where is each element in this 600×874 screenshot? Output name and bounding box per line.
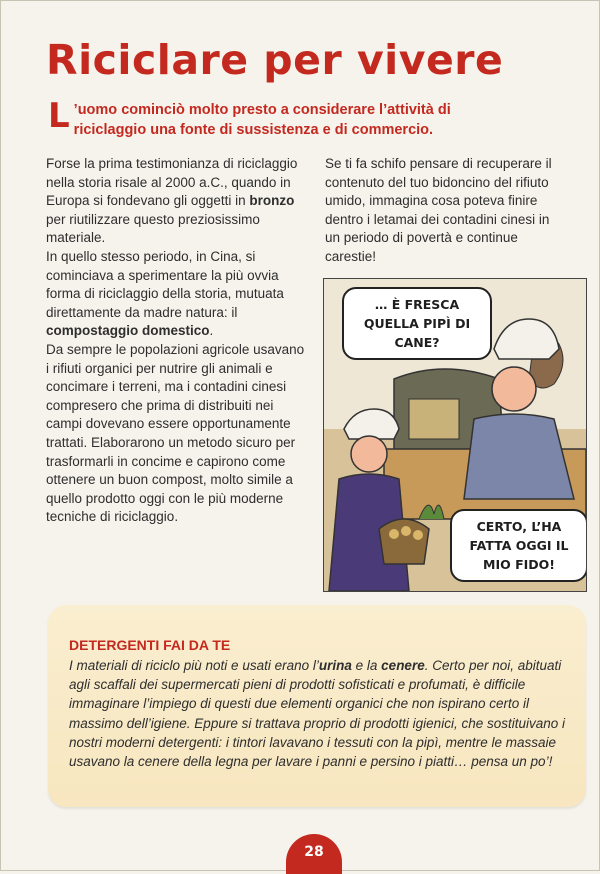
- intro-paragraph: [48, 96, 518, 140]
- page-number: 28: [286, 834, 342, 874]
- page-title: Riciclare per vivere: [46, 36, 504, 84]
- text-run: .: [209, 323, 214, 339]
- bold-term-bronze: bronzo: [249, 193, 295, 209]
- comic-illustration: [323, 278, 587, 592]
- left-column: [46, 155, 306, 527]
- paragraph-china: [46, 248, 306, 341]
- paragraph-bronze: [46, 155, 306, 248]
- note-text: [69, 656, 569, 771]
- text-run: In quello stesso periodo, in Cina, si cominciava a sperimentare la più ovvia forma di riciclaggio della storia, mutuata direttamente da madre natura: il: [46, 248, 284, 320]
- paragraph-right: Se ti fa schifo pensare di recuperare il contenuto del tuo bidoncino del rifiuto umido, immagina cosa poteva finire dentro i letamai dei contadini cinesi in un periodo di povertà e continue carestie!: [325, 156, 552, 264]
- text-run: I materiali di riciclo più noti e usati erano l’: [69, 658, 319, 673]
- paragraph-farmers: Da sempre le popolazioni agricole usavano i rifiuti organici per nutrire gli animali e concimare i terreni, ma i contadini cinesi compresero che prima di distribuiti nei campi dovevano essere opportunamente trattati. Elaborarono un metodo sicuro per trasformarli in concime e capirono come ottenere un buon compost, molto simile a quello prodotto oggi con le più moderne tecniche di riciclaggio.: [46, 341, 305, 525]
- text-run: . Certo per noi, abituati agli scaffali dei supermercati pieni di prodotti sofisticati e profumati, è difficile immaginare l’impiego di questi due elementi organici che non ispirano certo il massimo dell’igiene. Eppure si trattava proprio di prodotti igienici, che sostituivano i nostri moderni detergenti: i tintori lavavano i tessuti con la pipì, mentre le massaie usavano la cenere della legna per lavare i panni e persino i piatti… pensa un po’!: [69, 658, 565, 770]
- text-run: e la: [351, 658, 382, 673]
- bold-term-cenere: cenere: [381, 658, 425, 673]
- bold-term-compost: compostaggio domestico: [46, 323, 210, 339]
- text-run: Forse la prima testimonianza di riciclaggio nella storia risale al 2000 a.C., quando in Europa si fondevano gli oggetti in: [46, 156, 298, 209]
- text-run: per riutilizzare questo preziosissimo materiale.: [46, 211, 260, 246]
- intro-text: ’uomo cominciò molto presto a considerare l’attività di riciclaggio una fonte di sussistenza e di commercio.: [73, 102, 451, 138]
- right-column: [325, 155, 565, 267]
- note-title: DETERGENTI FAI DA TE: [69, 637, 231, 653]
- speech-bubble-question: … È FRESCA QUELLA PIPÌ DI CANE?: [342, 287, 492, 360]
- speech-bubble-answer: CERTO, L’HA FATTA OGGI IL MIO FIDO!: [450, 509, 587, 582]
- drop-cap: L: [48, 96, 70, 136]
- bold-term-urina: urina: [318, 658, 352, 673]
